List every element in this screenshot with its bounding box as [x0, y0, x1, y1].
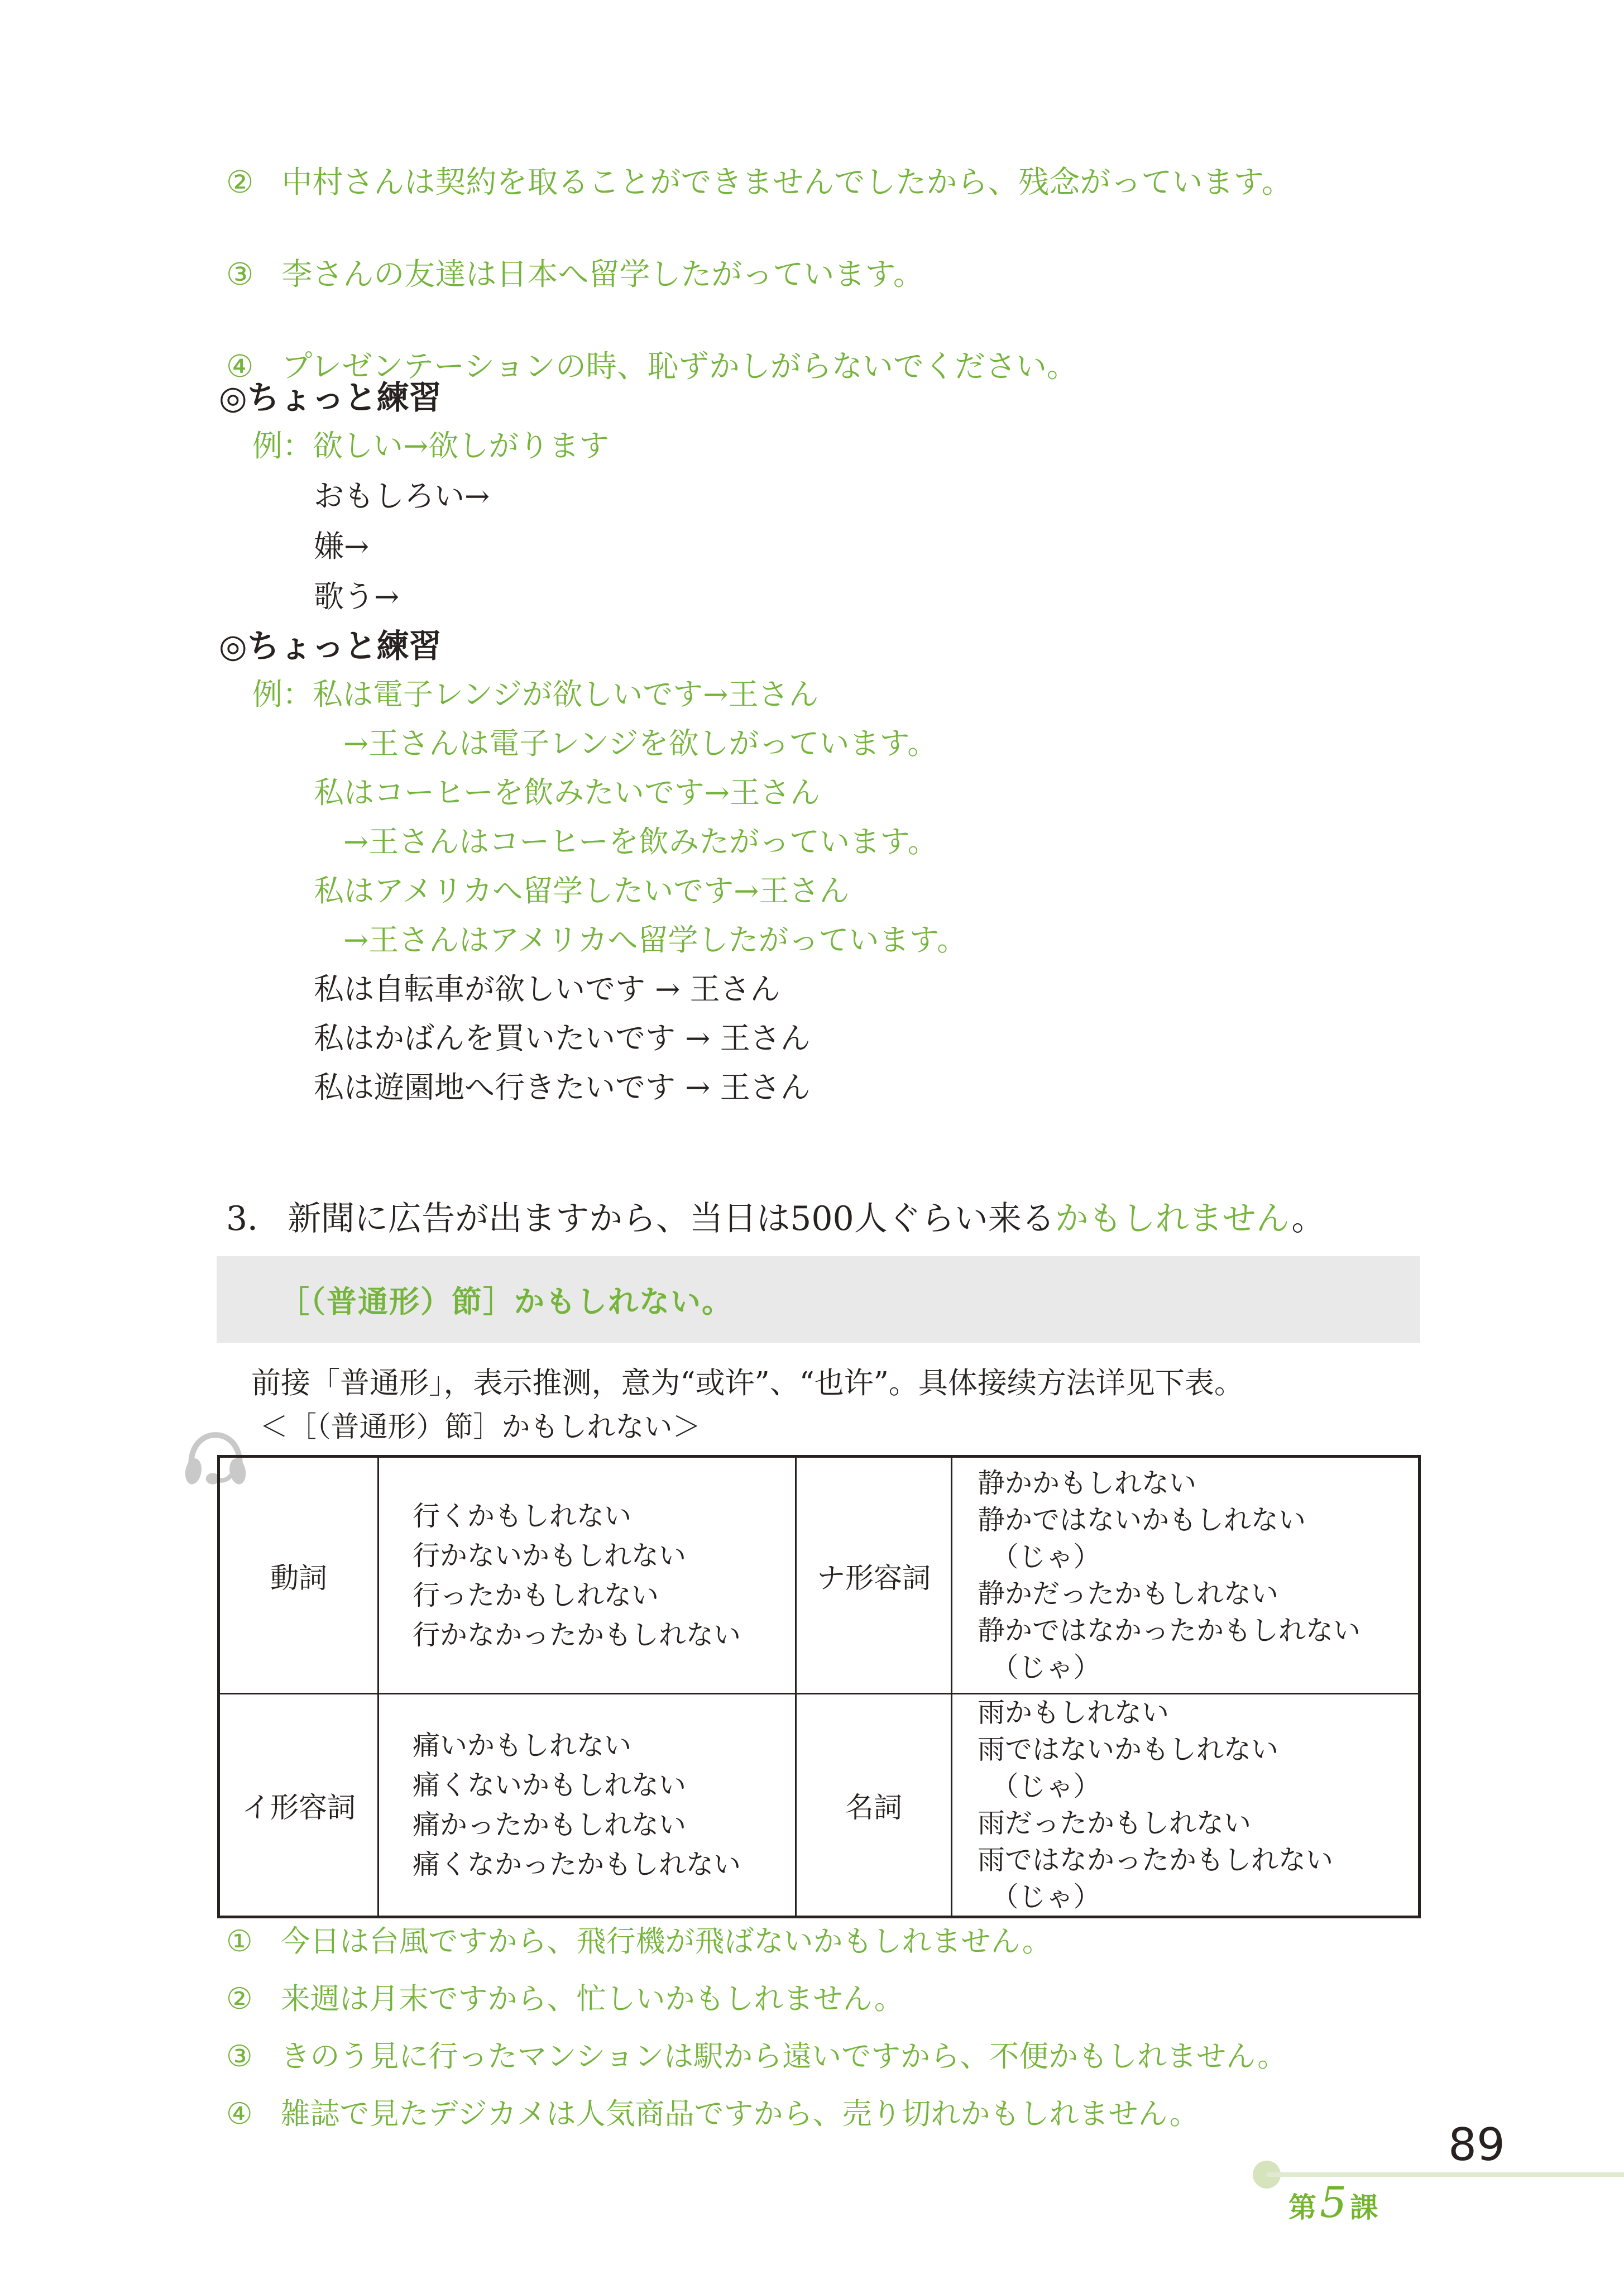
- pos-header-na-adjective: ナ形容詞: [796, 1457, 952, 1694]
- table-row: [219, 1694, 1420, 1917]
- form-line: 行かないかもしれない: [413, 1539, 687, 1572]
- heading-period: 。: [1291, 1199, 1325, 1238]
- form-line: 痛かったかもしれない: [413, 1809, 687, 1841]
- practice-example: 私はコーヒーを飲みたいです→王さん: [314, 775, 821, 810]
- form-line: 痛くないかもしれない: [413, 1769, 687, 1801]
- form-line: 雨かもしれない: [978, 1697, 1170, 1729]
- page-number: 89: [1448, 2119, 1505, 2171]
- practice-item: 私はかばんを買いたいです → 王さん: [314, 1021, 811, 1056]
- sentence-text: 雑誌で見たデジカメは人気商品ですから、売り切れかもしれません。: [280, 2097, 1199, 2131]
- sentence-text: 中村さんは契約を取ることができませんでしたから、残念がっています。: [281, 164, 1292, 200]
- form-line: 痛いかもしれない: [413, 1730, 632, 1761]
- pos-header-i-adjective: イ形容詞: [219, 1694, 379, 1917]
- circled-number: ④: [226, 348, 254, 384]
- practice-answer: →王さんはアメリカへ留学したがっています。: [343, 922, 967, 957]
- practice-heading: ◎ちょっと練習: [219, 379, 442, 416]
- sentence-text: 李さんの友達は日本へ留学したがっています。: [281, 256, 924, 292]
- practice-item: 嫌→: [314, 529, 370, 564]
- form-line: （じゃ）: [978, 1770, 1101, 1802]
- example-sentence: [226, 2040, 1287, 2074]
- form-line: （じゃ）: [978, 1881, 1101, 1913]
- grammar-point-3-heading: [226, 1200, 1325, 1237]
- practice-item: おもしろい→: [314, 478, 490, 514]
- form-line: 静かではないかもしれない: [978, 1504, 1306, 1536]
- circled-number: ②: [226, 1982, 253, 2016]
- verb-forms-cell: [379, 1457, 796, 1694]
- form-line: 行ったかもしれない: [413, 1579, 659, 1611]
- form-line: 雨だったかもしれない: [978, 1807, 1252, 1839]
- heading-text-green: かもしれません: [1055, 1199, 1292, 1238]
- form-line: 痛くなかったかもしれない: [413, 1849, 741, 1880]
- example-sentence: [226, 1983, 1287, 2016]
- footer-rule-line: [1267, 2172, 1624, 2177]
- noun-forms-cell: [952, 1694, 1420, 1917]
- lesson-label: [1288, 2177, 1378, 2227]
- example-sentence: [226, 165, 1292, 199]
- practice-answer: →王さんは電子レンジを欲しがっています。: [343, 726, 938, 761]
- sentence-text: 来週は月末ですから、忙しいかもしれません。: [280, 1982, 904, 2016]
- grammar3-example-sentences: [226, 1925, 1287, 2155]
- sentence-text: きのう見に行ったマンションは駅から遠いですから、不便かもしれません。: [280, 2039, 1287, 2074]
- pos-header-noun: 名詞: [796, 1694, 952, 1917]
- practice-heading: ◎ちょっと練習: [219, 627, 442, 665]
- lesson-suffix: 課: [1350, 2191, 1378, 2224]
- practice-item: 私は自転車が欲しいです → 王さん: [314, 971, 780, 1007]
- practice-block-1: [219, 380, 609, 613]
- lesson-prefix: 第: [1288, 2191, 1316, 2224]
- circled-number: ③: [226, 2039, 253, 2074]
- form-line: （じゃ）: [978, 1651, 1101, 1683]
- lesson-number: 5: [1320, 2177, 1347, 2227]
- circled-number: ②: [226, 164, 254, 200]
- circled-number: ④: [226, 2097, 253, 2131]
- kamoshirenai-conjugation-table: [217, 1455, 1421, 1918]
- practice-item: 歌う→: [314, 579, 400, 614]
- circled-number: ③: [226, 256, 254, 292]
- form-line: 静かかもしれない: [978, 1467, 1197, 1499]
- example-sentence: [226, 1925, 1287, 1959]
- example-sentence: [226, 257, 1292, 291]
- practice-answer: →王さんはコーヒーを飲みたがっています。: [343, 824, 938, 859]
- practice-example: 例：欲しい→欲しがります: [252, 428, 610, 463]
- practice-example: 私はアメリカへ留学したいです→王さん: [314, 873, 850, 908]
- practice-item: 私は遊園地へ行きたいです → 王さん: [314, 1070, 811, 1105]
- practice-example: 例：私は電子レンジが欲しいです→王さん: [252, 677, 819, 712]
- form-line: 雨ではなかったかもしれない: [978, 1844, 1334, 1876]
- table-caption: ＜［（普通形）節］かもしれない＞: [260, 1411, 701, 1444]
- table-row: [219, 1457, 1420, 1694]
- sentence-text: プレゼンテーションの時、恥ずかしがらないでください。: [281, 348, 1077, 384]
- example-sentence: [226, 2098, 1287, 2131]
- grammar-rule-text: ［（普通形）節］かもしれない。: [279, 1284, 733, 1319]
- form-line: 雨ではないかもしれない: [978, 1734, 1279, 1765]
- form-line: 静かではなかったかもしれない: [978, 1614, 1361, 1646]
- grammar-point-number: 3．: [226, 1199, 281, 1238]
- circled-number: ①: [226, 1924, 253, 1959]
- sentence-text: 今日は台風ですから、飛行機が飛ばないかもしれません。: [280, 1924, 1052, 1959]
- i-adjective-forms-cell: [379, 1694, 796, 1917]
- pos-header-verb: 動詞: [219, 1457, 379, 1694]
- practice-block-2: [219, 628, 967, 1104]
- na-adjective-forms-cell: [952, 1457, 1420, 1694]
- chinese-explanation: 前接「普通形」，表示推测，意为“或许”、“也许”。具体接续方法详见下表。: [251, 1366, 1244, 1400]
- heading-text-black: 新聞に広告が出ますから、当日は500人ぐらい来る: [288, 1199, 1055, 1238]
- form-line: 行かなかったかもしれない: [413, 1619, 741, 1651]
- form-line: 静かだったかもしれない: [978, 1577, 1279, 1610]
- form-line: （じゃ）: [978, 1540, 1101, 1573]
- form-line: 行くかもしれない: [413, 1500, 632, 1532]
- grammar-rule-box: [217, 1256, 1420, 1343]
